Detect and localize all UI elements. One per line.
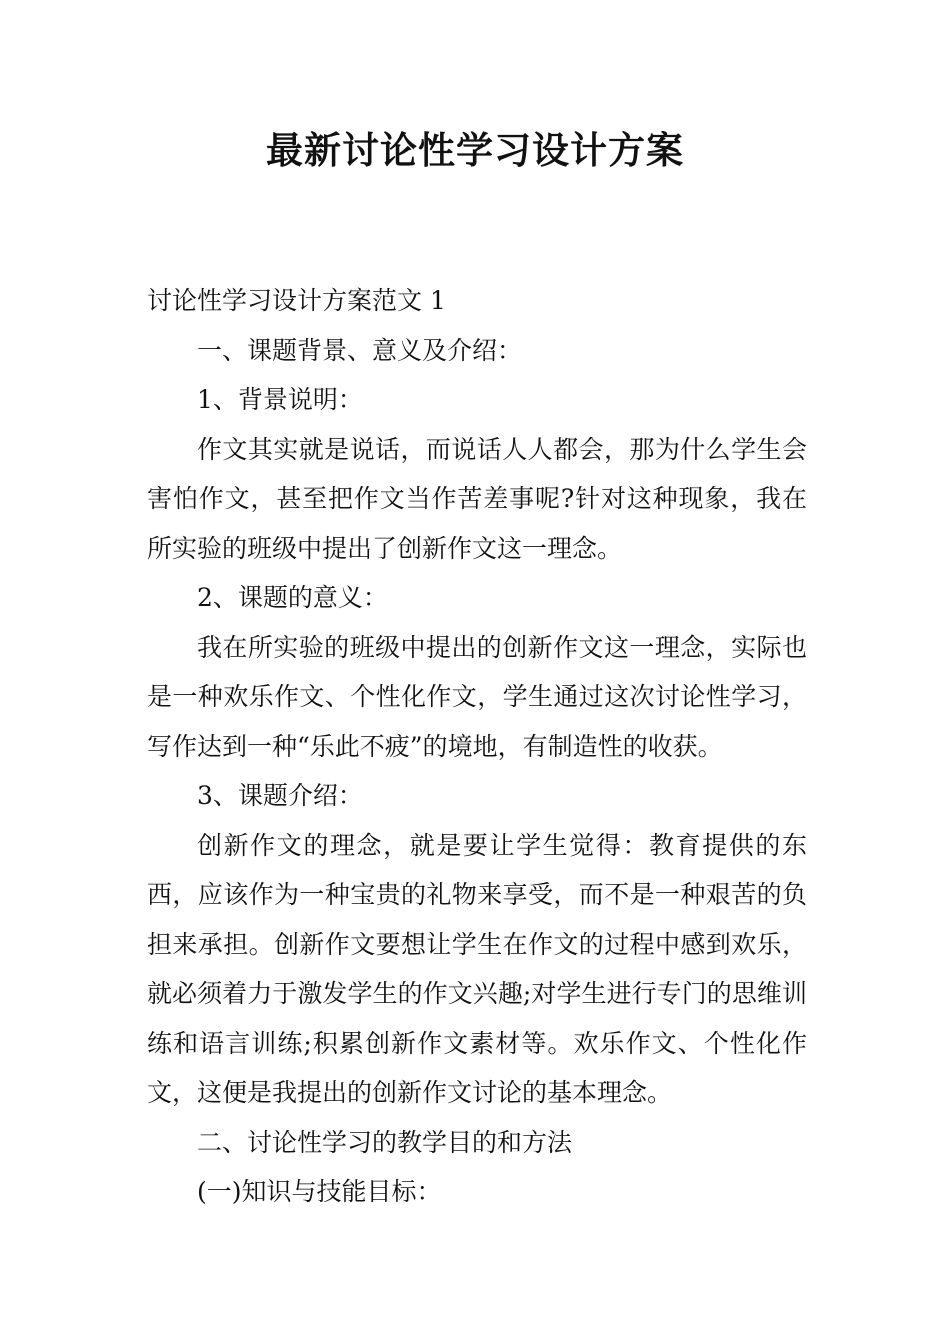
paragraph: 讨论性学习设计方案范文 1: [147, 286, 446, 315]
paragraph: 1、背景说明：: [197, 385, 363, 414]
paragraph: 创新作文的理念，就是要让学生觉得：教育提供的东西，应该作为一种宝贵的礼物来享受，而不是一种艰苦的负担来承担。创新作文要想让学生在作文的过程中感到欢乐，就必须着力于激发学生的作文兴趣;对学生进行专门的思维训练和语言训练;积累创新作文素材等。欢乐作文、个性化作文，这便是我提出的创新作文讨论的基本理念。: [147, 830, 807, 1107]
paragraph: 我在所实验的班级中提出的创新作文这一理念，实际也是一种欢乐作文、个性化作文，学生通过这次讨论性学习，写作达到一种“乐此不疲”的境地，有制造性的收获。: [147, 632, 807, 761]
paragraph: 作文其实就是说话，而说话人人都会，那为什么学生会害怕作文，甚至把作文当作苦差事呢?针对这种现象，我在所实验的班级中提出了创新作文这一理念。: [147, 434, 807, 563]
paragraph: 一、课题背景、意义及介绍：: [197, 335, 523, 365]
paragraph: (一)知识与技能目标：: [197, 1177, 442, 1206]
paragraph: 二、讨论性学习的教学目的和方法: [197, 1127, 573, 1157]
paragraph: 2、课题的意义：: [197, 583, 388, 612]
page-title: 最新讨论性学习设计方案: [266, 129, 684, 172]
document-body: [147, 276, 807, 1217]
paragraph: 3、课题介绍：: [197, 781, 363, 810]
